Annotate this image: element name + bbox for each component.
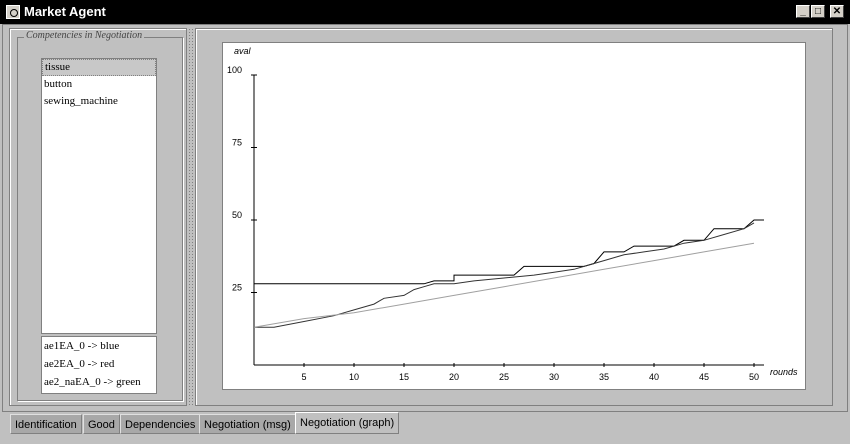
x-tick-label: 50 [748, 372, 760, 382]
x-tick-label: 35 [598, 372, 610, 382]
tab-dependencies[interactable]: Dependencies [120, 414, 200, 434]
tab-good[interactable]: Good [83, 414, 120, 434]
window-title: Market Agent [24, 4, 106, 19]
y-axis-label: aval [234, 46, 251, 56]
x-tick-label: 5 [301, 372, 307, 382]
negotiation-chart [223, 43, 805, 389]
close-button[interactable]: ✕ [830, 5, 844, 18]
title-bar [0, 0, 850, 24]
tab-negotiation-msg[interactable]: Negotiation (msg) [199, 414, 296, 434]
series-line-0 [254, 220, 764, 284]
minimize-button[interactable]: _ [796, 5, 810, 18]
tab-bar [0, 412, 850, 444]
list-item-button[interactable]: button [44, 78, 73, 90]
maximize-button[interactable]: □ [811, 5, 825, 18]
x-tick-label: 15 [398, 372, 410, 382]
app-icon[interactable] [6, 5, 20, 19]
split-pane-divider[interactable] [188, 28, 193, 406]
legend-item[interactable]: ae1EA_0 -> blue [44, 340, 120, 352]
agent-legend-list[interactable] [41, 336, 157, 394]
tab-identification[interactable]: Identification [10, 414, 82, 434]
y-tick-label: 25 [231, 282, 242, 293]
x-tick-label: 20 [448, 372, 460, 382]
y-tick-label: 50 [231, 210, 242, 220]
tab-negotiation-graph[interactable]: Negotiation (graph) [295, 412, 399, 434]
y-tick-label: 75 [231, 137, 242, 148]
legend-item[interactable]: ae2EA_0 -> red [44, 358, 115, 370]
series-line-2 [254, 243, 754, 327]
x-axis-label: rounds [770, 367, 798, 377]
x-tick-label: 10 [348, 372, 360, 382]
y-tick-label: 100 [226, 65, 242, 75]
x-tick-label: 25 [498, 372, 510, 382]
x-tick-label: 45 [698, 372, 710, 382]
list-item-tissue[interactable]: tissue [42, 59, 156, 76]
negotiation-graph [222, 42, 806, 390]
list-item-sewing-machine[interactable]: sewing_machine [44, 95, 118, 107]
legend-item[interactable]: ae2_naEA_0 -> green [44, 376, 141, 388]
competencies-label: Competencies in Negotiation [26, 30, 143, 41]
x-tick-label: 30 [548, 372, 560, 382]
competencies-list[interactable] [41, 58, 157, 334]
x-tick-label: 40 [648, 372, 660, 382]
